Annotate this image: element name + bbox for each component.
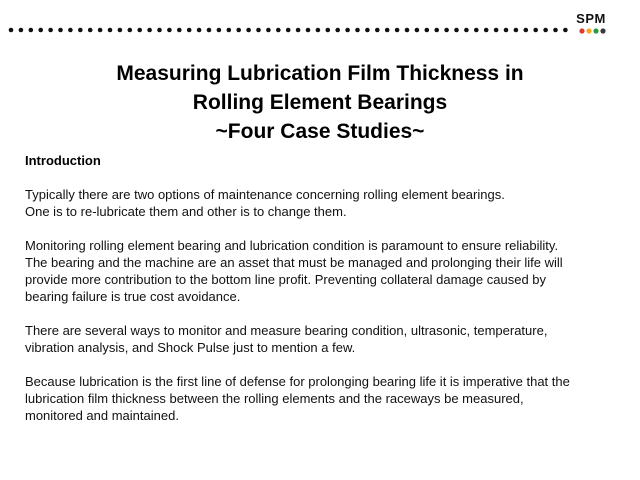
divider-dot <box>157 28 162 33</box>
paragraph-line: lubrication film thickness between the rolling elements and the raceways be measured, <box>25 391 524 406</box>
divider-dot <box>118 28 123 33</box>
title-line: Measuring Lubrication Film Thickness in <box>116 62 524 85</box>
slide-title <box>20 59 620 146</box>
divider-dot <box>177 28 182 33</box>
paragraph-monitoring <box>25 237 625 305</box>
divider-dot <box>533 28 538 33</box>
divider-dot <box>434 28 439 33</box>
divider-dot <box>296 28 301 33</box>
logo-text: SPM <box>576 11 606 26</box>
divider-dot <box>227 28 232 33</box>
title-line: Rolling Element Bearings <box>192 91 448 114</box>
divider-dot <box>444 28 449 33</box>
divider-dot <box>256 28 261 33</box>
paragraph-maintenance-options <box>25 186 625 220</box>
paragraph-line: Monitoring rolling element bearing and lubrication condition is paramount to ensure reliability. <box>25 238 559 253</box>
divider-dot <box>425 28 430 33</box>
divider-dot <box>29 28 34 33</box>
divider-dot <box>316 28 321 33</box>
divider-dot <box>9 28 14 33</box>
divider-dot <box>375 28 380 33</box>
divider-dot <box>187 28 192 33</box>
divider-dot <box>524 28 529 33</box>
divider-dot <box>306 28 311 33</box>
divider-dot <box>137 28 142 33</box>
divider-dot <box>207 28 212 33</box>
paragraph-line: Typically there are two options of maintenance concerning rolling element bearings. <box>25 187 505 202</box>
paragraph-line: bearing failure is true cost avoidance. <box>25 289 241 304</box>
divider-dot <box>128 28 133 33</box>
divider-dot <box>553 28 558 33</box>
divider-dot <box>197 28 202 33</box>
divider-dot <box>543 28 548 33</box>
dotted-divider <box>8 24 572 36</box>
divider-dot <box>494 28 499 33</box>
divider-dot <box>58 28 63 33</box>
paragraph-line: vibration analysis, and Shock Pulse just to mention a few. <box>25 340 356 355</box>
logo-dot <box>593 28 598 33</box>
divider-dot <box>88 28 93 33</box>
paragraph-line: monitored and maintained. <box>25 408 179 423</box>
divider-dot <box>98 28 103 33</box>
divider-dot <box>335 28 340 33</box>
paragraph-line: There are several ways to monitor and measure bearing condition, ultrasonic, temperature, <box>25 323 548 338</box>
paragraph-lubrication <box>25 373 625 424</box>
paragraph-line: The bearing and the machine are an asset that must be managed and prolonging their life will <box>25 255 563 270</box>
paragraph-line: One is to re-lubricate them and other is to change them. <box>25 204 347 219</box>
title-line: ~Four Case Studies~ <box>215 120 425 143</box>
divider-dot <box>19 28 24 33</box>
divider-dot <box>286 28 291 33</box>
logo-dot <box>600 28 605 33</box>
divider-dot <box>266 28 271 33</box>
divider-dot <box>68 28 73 33</box>
logo-dot <box>586 28 591 33</box>
divider-dot <box>345 28 350 33</box>
divider-dot <box>395 28 400 33</box>
divider-dot <box>147 28 152 33</box>
divider-dot <box>474 28 479 33</box>
divider-dot <box>405 28 410 33</box>
divider-dot <box>78 28 83 33</box>
divider-dot <box>365 28 370 33</box>
divider-dot <box>326 28 331 33</box>
logo-dot <box>579 28 584 33</box>
divider-dot <box>484 28 489 33</box>
divider-dot <box>454 28 459 33</box>
divider-dot <box>385 28 390 33</box>
divider-dot <box>167 28 172 33</box>
divider-dot <box>108 28 113 33</box>
divider-dot <box>217 28 222 33</box>
spm-logo <box>571 12 611 36</box>
paragraph-line: provide more contribution to the bottom line profit. Preventing collateral damage caused by <box>25 272 547 287</box>
divider-dot <box>514 28 519 33</box>
paragraph-monitoring-methods <box>25 322 625 356</box>
dotted-divider-graphic <box>8 24 572 36</box>
divider-dot <box>563 28 568 33</box>
divider-dot <box>38 28 43 33</box>
logo-dots-icon <box>578 27 606 35</box>
divider-dot <box>504 28 509 33</box>
divider-dot <box>236 28 241 33</box>
divider-dot <box>464 28 469 33</box>
divider-dot <box>48 28 53 33</box>
divider-dot <box>276 28 281 33</box>
divider-dot <box>415 28 420 33</box>
section-heading: Introduction <box>25 153 101 168</box>
paragraph-line: Because lubrication is the first line of defense for prolonging bearing life it is imperative that the <box>25 374 570 389</box>
divider-dot <box>246 28 251 33</box>
divider-dot <box>355 28 360 33</box>
